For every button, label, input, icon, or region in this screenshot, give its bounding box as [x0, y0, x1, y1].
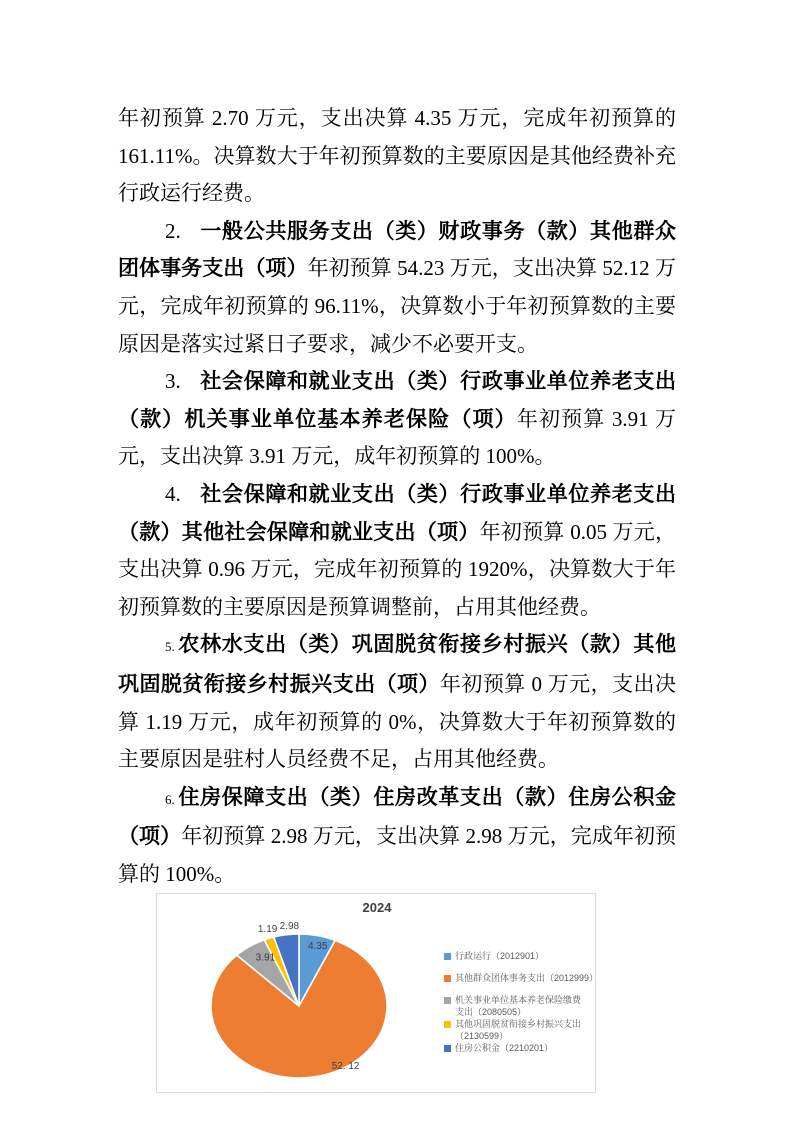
expenditure-pie-chart — [156, 893, 599, 1093]
legend-swatch-icon — [444, 997, 451, 1004]
legend-swatch-icon — [444, 1021, 451, 1028]
budget-paragraph — [118, 213, 676, 363]
paragraph-heading: 社会保障和就业支出（类）行政事业单位养老支出（款）其他社会保障和就业支出（项） — [118, 482, 676, 544]
legend-label: 机关事业单位基本养老保险缴费 支出（2080505） — [455, 995, 582, 1017]
paragraph-heading: 一般公共服务支出（类）财政事务（款）其他群众团体事务支出（项） — [118, 219, 676, 281]
paragraph-body-text: 年初预算 2.70 万元，支出决算 4.35 万元，完成年初预算的 161.11%。决算数大于年初预算数的主要原因是其他经费补充行政运行经费。 — [118, 106, 676, 206]
legend-item — [444, 951, 592, 963]
paragraph-number: 6. — [165, 791, 175, 807]
paragraph-heading: 住房保障支出（类）住房改革支出（款）住房公积金（项） — [118, 785, 676, 849]
legend-label: 行政运行（2012901） — [455, 951, 545, 961]
budget-paragraph — [118, 100, 676, 213]
chart-title: 2024 — [362, 900, 392, 915]
paragraph-body-text: 年初预算 0 万元，支出决算 1.19 万元，成年初预算的 0%，决算数大于年初预算数的主要原因是驻村人员经费不足，占用其他经费。 — [118, 671, 676, 772]
budget-paragraph — [118, 779, 676, 894]
legend-swatch-icon — [444, 953, 451, 960]
paragraph-body-text: 年初预算 3.91 万元，支出决算 3.91 万元，成年初预算的 100%。 — [118, 406, 676, 469]
legend-item — [444, 995, 592, 1018]
legend-label: 其他群众团体事务支出（2012999） — [455, 973, 599, 983]
legend-item — [444, 1019, 592, 1042]
budget-paragraph — [118, 363, 676, 476]
pie-value-label: 2.98 — [279, 921, 300, 933]
legend-swatch-icon — [444, 1045, 451, 1052]
chart-legend — [157, 894, 599, 1092]
legend-item — [444, 973, 599, 985]
legend-label: 其他巩固脱贫衔接乡村振兴支出 （2130599） — [455, 1019, 582, 1041]
paragraph-heading: 社会保障和就业支出（类）行政事业单位养老支出（款）机关事业单位基本养老保险（项） — [118, 370, 676, 431]
budget-paragraph — [118, 626, 676, 778]
paragraph-number: 2. — [165, 218, 181, 243]
pie-value-label: 52. 12 — [331, 1061, 360, 1073]
paragraph-body-text: 年初预算 54.23 万元，支出决算 52.12 万元，完成年初预算的 96.11%，决算数小于年初预算数的主要原因是落实过紧日子要求，减少不必要开支。 — [118, 256, 676, 356]
legend-swatch-icon — [444, 975, 451, 982]
pie-value-label: 1.19 — [257, 924, 278, 936]
paragraph-heading: 农林水支出（类）巩固脱贫衔接乡村振兴（款）其他巩固脱贫衔接乡村振兴支出（项） — [118, 633, 676, 696]
budget-paragraph — [118, 476, 676, 626]
paragraph-body-text: 年初预算 2.98 万元，支出决算 2.98 万元，完成年初预算的 100%。 — [118, 824, 677, 886]
paragraph-number: 5. — [165, 639, 175, 655]
pie-value-label: 3.91 — [255, 952, 276, 964]
legend-label: 住房公积金（2210201） — [455, 1043, 554, 1053]
legend-item — [444, 1043, 592, 1055]
document-body — [118, 100, 676, 893]
pie-value-label: 4.35 — [307, 941, 328, 953]
paragraph-body-text: 年初预算 0.05 万元，支出决算 0.96 万元，完成年初预算的 1920%，决算数大于年初预算数的主要原因是预算调整前，占用其他经费。 — [118, 519, 677, 619]
paragraph-number: 4. — [165, 481, 181, 506]
paragraph-number: 3. — [165, 369, 181, 394]
